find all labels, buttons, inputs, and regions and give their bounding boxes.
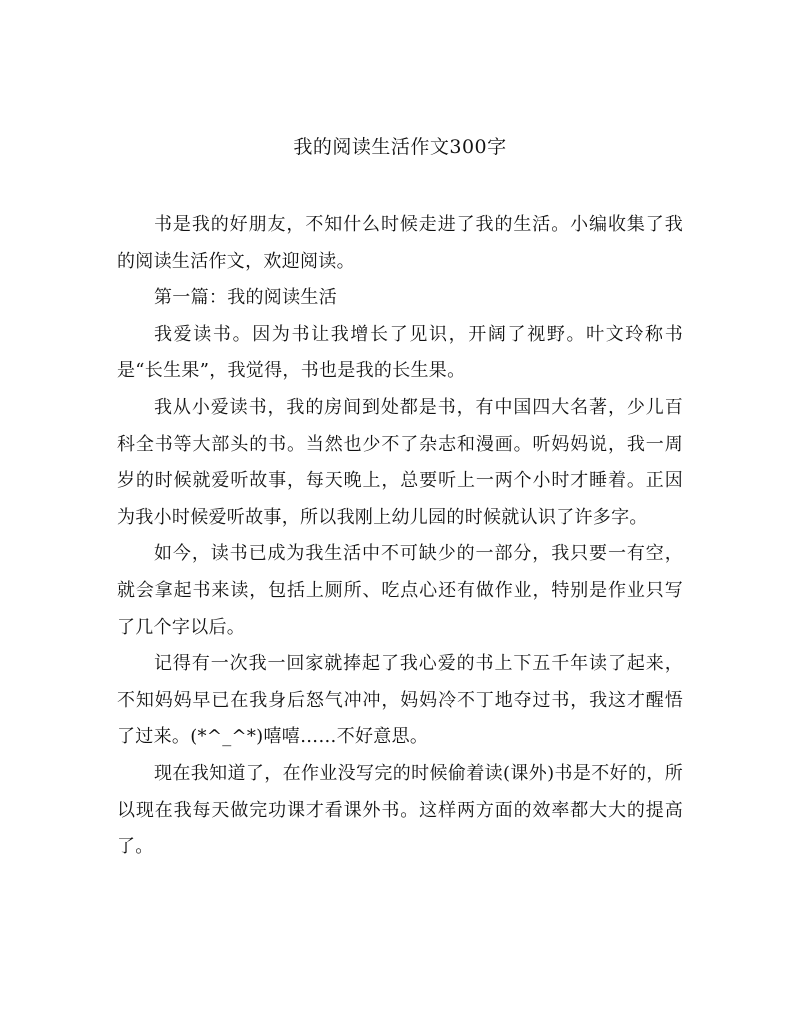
intro-paragraph: 书是我的好朋友，不知什么时候走进了我的生活。小编收集了我的阅读生活作文，欢迎阅读。	[117, 214, 683, 272]
body-paragraph: 如今，读书已成为我生活中不可缺少的一部分，我只要一有空，就会拿起书来读，包括上厕所、吃点心还有做作业，特别是作业只写了几个字以后。	[117, 543, 683, 638]
section-heading: 第一篇：我的阅读生活	[154, 287, 337, 309]
document-title: 我的阅读生活作文300字	[293, 136, 507, 158]
body-paragraph: 我从小爱读书，我的房间到处都是书，有中国四大名著，少儿百科全书等大部头的书。当然也少不了杂志和漫画。听妈妈说，我一周岁的时候就爱听故事，每天晚上，总要听上一两个小时才睡着。正因为我小时候爱听故事，所以我刚上幼儿园的时候就认识了许多字。	[117, 396, 683, 528]
body-paragraph: 我爱读书。因为书让我增长了见识，开阔了视野。叶文玲称书是“长生果”，我觉得，书也是我的长生果。	[117, 323, 683, 382]
document-body	[117, 207, 683, 866]
body-paragraph: 记得有一次我一回家就捧起了我心爱的书上下五千年读了起来，不知妈妈早已在我身后怒气冲冲，妈妈冷不丁地夺过书，我这才醒悟了过来。(*^_^*)嘻嘻……不好意思。	[117, 653, 683, 748]
body-paragraph: 现在我知道了，在作业没写完的时候偷着读(课外)书是不好的，所以现在我每天做完功课才看课外书。这样两方面的效率都大大的提高了。	[117, 762, 683, 858]
